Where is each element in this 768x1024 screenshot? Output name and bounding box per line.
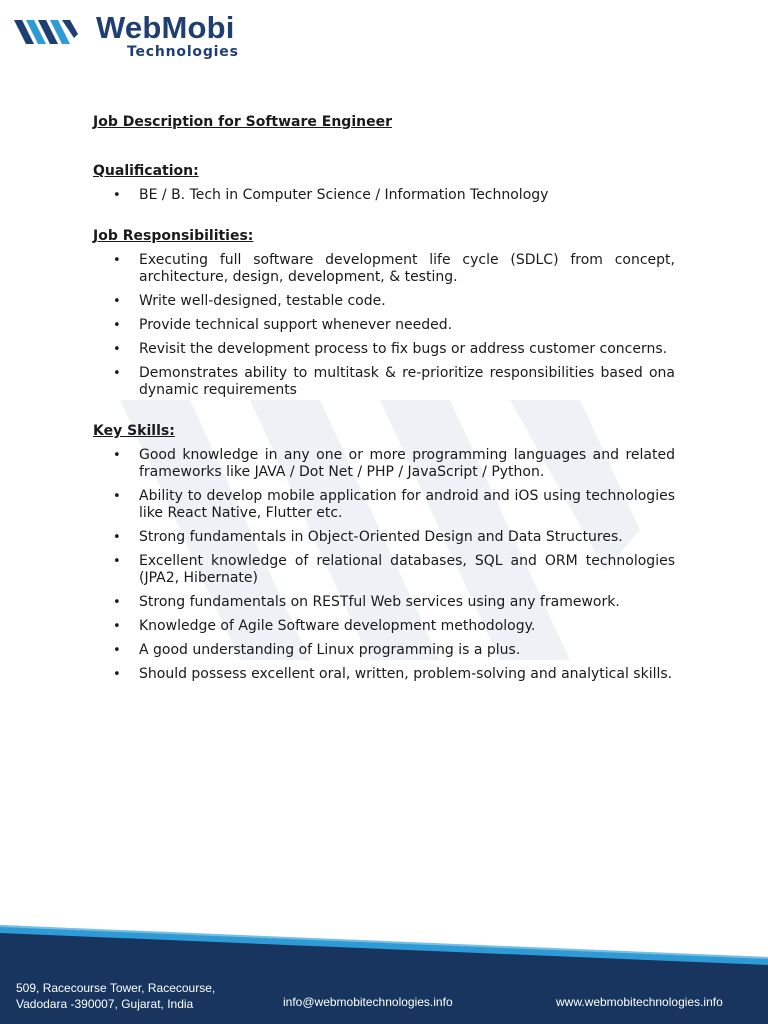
address-line: Vadodara -390007, Gujarat, India [16, 997, 194, 1011]
qualification-list [93, 187, 675, 204]
list-item: • Executing full software development life cycle (SDLC) from concept, architecture, design, development, & testing. [93, 252, 675, 286]
document-title: Job Description for Software Engineer [93, 114, 392, 130]
list-item: • BE / B. Tech in Computer Science / Information Technology [93, 187, 675, 204]
company-logo [14, 8, 284, 60]
qualification-section [93, 163, 675, 204]
list-item: • Excellent knowledge of relational databases, SQL and ORM technologies (JPA2, Hibernate) [93, 553, 675, 587]
key-skills-list [93, 447, 675, 683]
brand-subtitle: Technologies [127, 44, 239, 60]
list-item: • Should possess excellent oral, written, problem-solving and analytical skills. [93, 666, 675, 683]
list-item: • A good understanding of Linux programming is a plus. [93, 642, 675, 659]
footer-website-link[interactable]: www.webmobitechnologies.info [556, 995, 723, 1009]
list-item: • Write well-designed, testable code. [93, 293, 675, 310]
webmobi-logo-icon [14, 12, 82, 52]
list-item: • Demonstrates ability to multitask & re-prioritize responsibilities based ona dynamic requirements [93, 365, 675, 399]
section-heading: Qualification: [93, 163, 199, 179]
list-item: • Strong fundamentals in Object-Oriented Design and Data Structures. [93, 529, 675, 546]
list-item: • Revisit the development process to fix bugs or address customer concerns. [93, 341, 675, 358]
responsibilities-section [93, 228, 675, 399]
section-heading: Job Responsibilities: [93, 228, 254, 244]
list-item: • Strong fundamentals on RESTful Web services using any framework. [93, 594, 675, 611]
responsibilities-list [93, 252, 675, 399]
list-item: • Good knowledge in any one or more programming languages and related frameworks like JAVA / Dot Net / PHP / JavaScript / Python. [93, 447, 675, 481]
list-item: • Knowledge of Agile Software development methodology. [93, 618, 675, 635]
footer-address [16, 980, 215, 1012]
page-footer [0, 925, 768, 1024]
document-body [93, 114, 675, 707]
footer-email-link[interactable]: info@webmobitechnologies.info [283, 995, 453, 1009]
address-line: 509, Racecourse Tower, Racecourse, [16, 981, 216, 995]
key-skills-section [93, 423, 675, 683]
list-item: • Provide technical support whenever needed. [93, 317, 675, 334]
brand-name: WebMobi [96, 10, 235, 45]
section-heading: Key Skills: [93, 423, 175, 439]
list-item: • Ability to develop mobile application for android and iOS using technologies like React Native, Flutter etc. [93, 488, 675, 522]
